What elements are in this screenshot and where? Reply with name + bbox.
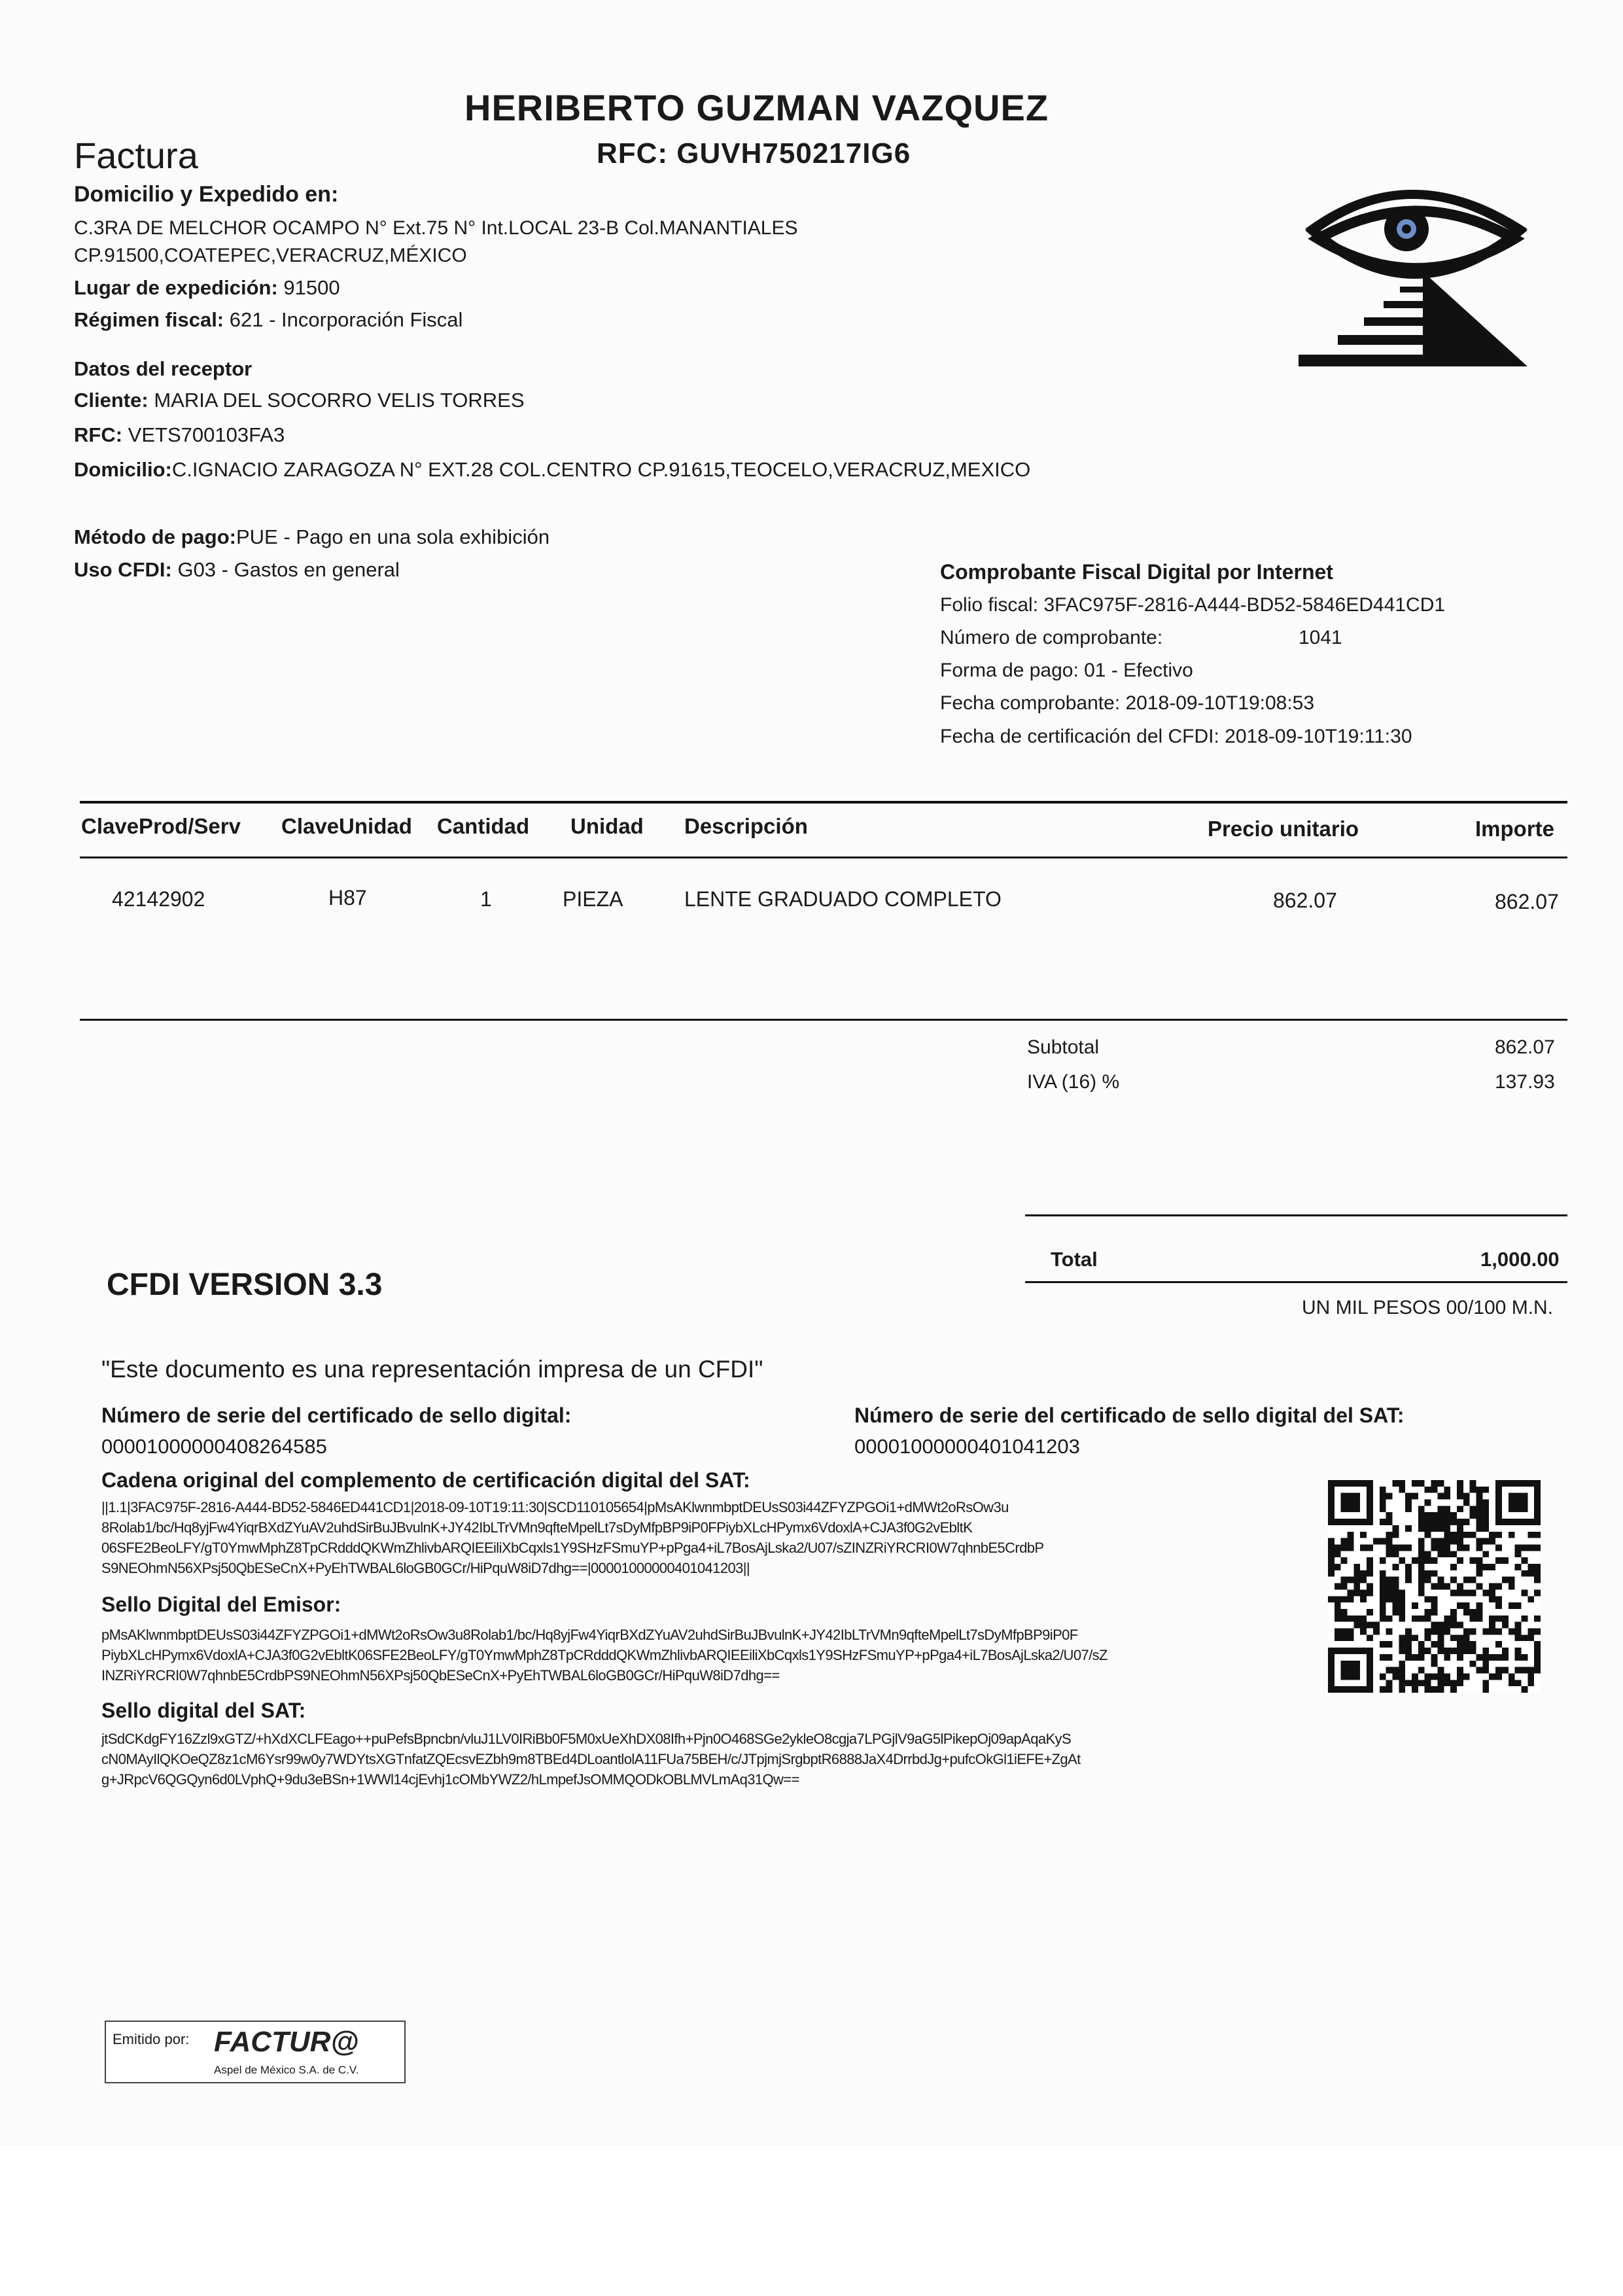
cert-value: 00001000000408264585 (101, 1435, 327, 1458)
sello-emisor-line: PiybXLcHPymx6VdoxlA+CJA3f0G2vEbltK06SFE2BeoLFY/gT0YmwMphZ8TpCRdddQKWmZhlivbARQIEEiliXbCqxls1Y9SHzFSmuYP+pPga4+iL7BosAjLska2/U07/sZ (101, 1647, 1108, 1663)
fecha-comprobante: Fecha comprobante: 2018-09-10T19:08:53 (940, 692, 1315, 714)
metodo-pago (74, 525, 550, 549)
vendor-name: HERIBERTO GUZMAN VAZQUEZ (464, 87, 1049, 128)
cadena-label: Cadena original del complemento de certificación digital del SAT: (101, 1468, 750, 1492)
cliente-label: Cliente: (74, 389, 148, 412)
cfdi-version: CFDI VERSION 3.3 (107, 1267, 383, 1302)
table-top-rule (80, 801, 1567, 804)
total-bottom-rule (1025, 1281, 1567, 1283)
cfdi-box-title: Comprobante Fiscal Digital por Internet (940, 560, 1333, 584)
total-label: Total (1051, 1248, 1098, 1271)
sello-emisor-line: pMsAKlwnmbptDEUsS03i44ZFYZPGOi1+dMWt2oRsOw3u8Rolab1/bc/Hq8yjFw4YiqrBXdZYuAV2uhdSirBuJBvulnK+JY42IbLTrVMn9qfteMpelLt7sDyMfpBP9iP0F (101, 1627, 1078, 1643)
cadena-line: S9NEOhmN56XPsj50QbESeCnX+PyEhTWBAL6loGB0GCr/HiPquW8iD7dhg==|00001000000401041203|| (101, 1560, 750, 1576)
metodo-value: PUE - Pago en una sola exhibición (236, 525, 550, 548)
cell-claveprod: 42142902 (112, 887, 205, 911)
subtotal-value: 862.07 (1495, 1036, 1555, 1058)
sello-sat-line: cN0MAyIlQKOeQZ8z1cM6Ysr99w0y7WDYtsXGTnfatZQEcsvEZbh9m8TBEd4DLoantlolA11FUa75BEH/c/JTpjmjSrgbptR6888JaX4DrrbdJg+pufcOkGl1iEFE+ZgAt (101, 1751, 1081, 1767)
folio-fiscal: Folio fiscal: 3FAC975F-2816-A444-BD52-5846ED441CD1 (940, 594, 1446, 616)
cadena-line: 06SFE2BeoLFY/gT0YmwMphZ8TpCRdddQKWmZhlivbARQIEEiliXbCqxls1Y9SHzFSmuYP+pPga4+iL7BosAjLska2/U07/sZINZRiYRCRI0W7qhnbE5CrdbP (101, 1540, 1044, 1556)
total-top-rule (1025, 1214, 1567, 1216)
col-header-importe: Importe (1475, 817, 1555, 841)
sello-emisor-label: Sello Digital del Emisor: (101, 1593, 341, 1616)
issuer-address-line1: C.3RA DE MELCHOR OCAMPO N° Ext.75 N° Int.LOCAL 23-B Col.MANANTIALES (74, 217, 798, 239)
sello-sat-line: jtSdCKdgFY16Zzl9xGTZ/+hXdXCLFEago++puPefsBpncbn/vluJ1LV0IRiBb0F5M0xUeXhDX08Ifh+Pjn0O468SGe2ykleO8cgja7LPGjlV9aG5lPikepOj09apAqaKyS (101, 1731, 1072, 1747)
sello-sat-line: g+JRpcV6QGQyn6d0LVphQ+9du3eBSn+1WWl14cjEvhj1cOMbYWZ2/hLmpefJsOMMQODkOBLMVLmAq31Qw== (101, 1771, 799, 1788)
uso-cfdi (74, 558, 400, 582)
uso-value: G03 - Gastos en general (177, 558, 400, 581)
subtotal-label: Subtotal (1027, 1036, 1100, 1058)
col-header-cantidad: Cantidad (437, 814, 530, 838)
sello-sat-label: Sello digital del SAT: (101, 1699, 306, 1722)
total-value: 1,000.00 (1480, 1248, 1560, 1271)
regimen-value: 621 - Incorporación Fiscal (229, 308, 463, 331)
cell-descripcion: LENTE GRADUADO COMPLETO (684, 887, 1002, 911)
receptor-domicilio (74, 458, 1030, 482)
fecha-certificacion: Fecha de certificación del CFDI: 2018-09-10T19:11:30 (940, 726, 1412, 747)
col-header-claveprod: ClaveProd/Serv (81, 814, 241, 838)
domicilio-label: Domicilio: (74, 458, 172, 481)
badge-prefix: Emitido por: (113, 2031, 190, 2047)
issuer-address-line2: CP.91500,COATEPEC,VERACRUZ,MÉXICO (74, 245, 467, 266)
cadena-line: ||1.1|3FAC975F-2816-A444-BD52-5846ED441CD1|2018-09-10T19:11:30|SCD110105654|pMsAKlwnmbptDEUsS03i44ZFYZPGOi1+dMWt2oRsOw3u (101, 1499, 1009, 1515)
col-header-precio: Precio unitario (1208, 817, 1359, 841)
col-header-unidad: Unidad (570, 814, 644, 838)
lugar-expedicion (74, 276, 340, 300)
cert-label: Número de serie del certificado de sello digital: (101, 1404, 572, 1427)
numero-comprobante-value: 1041 (1299, 627, 1342, 648)
cell-precio: 862.07 (1273, 889, 1337, 912)
metodo-label: Método de pago: (74, 525, 236, 548)
cell-claveunidad: H87 (328, 886, 367, 910)
numero-comprobante-label: Número de comprobante: (940, 627, 1163, 648)
receptor-rfc-label: RFC: (74, 423, 123, 446)
uso-label: Uso CFDI: (74, 558, 172, 581)
iva-value: 137.93 (1495, 1071, 1555, 1093)
representation-note: "Este documento es una representación impresa de un CFDI" (101, 1356, 763, 1383)
page-edge (0, 2146, 1623, 2296)
sat-cert-label: Número de serie del certificado de sello digital del SAT: (854, 1404, 1405, 1427)
lugar-label: Lugar de expedición: (74, 276, 278, 299)
cadena-line: 8Rolab1/bc/Hq8yjFw4YiqrBXdZYuAV2uhdSirBuJBvulnK+JY42IbLTrVMn9qfteMpelLt7sDyMfpBP9iP0FPiybXLcHPymx6VdoxlA+CJA3f0G2vEbltK (101, 1519, 973, 1536)
qr-code (1328, 1480, 1541, 1693)
receptor-rfc (74, 423, 285, 447)
total-words: UN MIL PESOS 00/100 M.N. (1302, 1297, 1554, 1318)
facture-logo: FACTUR@ (214, 2026, 359, 2058)
sat-cert-value: 00001000000401041203 (854, 1435, 1080, 1458)
cell-importe: 862.07 (1495, 890, 1559, 913)
cell-unidad: PIEZA (563, 887, 623, 911)
col-header-descripcion: Descripción (684, 814, 808, 838)
cell-cantidad: 1 (480, 887, 492, 911)
vendor-rfc: RFC: GUVH750217IG6 (597, 137, 911, 169)
regimen-fiscal (74, 308, 462, 332)
iva-label: IVA (16) % (1027, 1071, 1120, 1093)
emitido-por-badge (105, 2021, 406, 2083)
issuer-title: Domicilio y Expedido en: (74, 182, 339, 207)
lugar-value: 91500 (283, 276, 340, 299)
col-header-claveunidad: ClaveUnidad (281, 814, 412, 838)
forma-pago: Forma de pago: 01 - Efectivo (940, 660, 1193, 681)
sello-emisor-line: INZRiYRCRI0W7qhnbE5CrdbPS9NEOhmN56XPsj50QbESeCnX+PyEhTWBAL6loGB0GCr/HiPquW8iD7dhg== (101, 1667, 780, 1684)
regimen-label: Régimen fiscal: (74, 308, 224, 331)
table-bottom-rule (80, 1019, 1567, 1021)
receptor-cliente (74, 389, 525, 412)
receptor-rfc-value: VETS700103FA3 (128, 423, 285, 446)
eye-pyramid-logo (1292, 157, 1541, 373)
cliente-value: MARIA DEL SOCORRO VELIS TORRES (154, 389, 525, 412)
table-header-rule (80, 857, 1567, 858)
document-type: Factura (74, 135, 198, 176)
badge-subtitle: Aspel de México S.A. de C.V. (214, 2064, 359, 2076)
receptor-title: Datos del receptor (74, 357, 253, 380)
domicilio-value: C.IGNACIO ZARAGOZA N° EXT.28 COL.CENTRO CP.91615,TEOCELO,VERACRUZ,MEXICO (171, 458, 1031, 481)
